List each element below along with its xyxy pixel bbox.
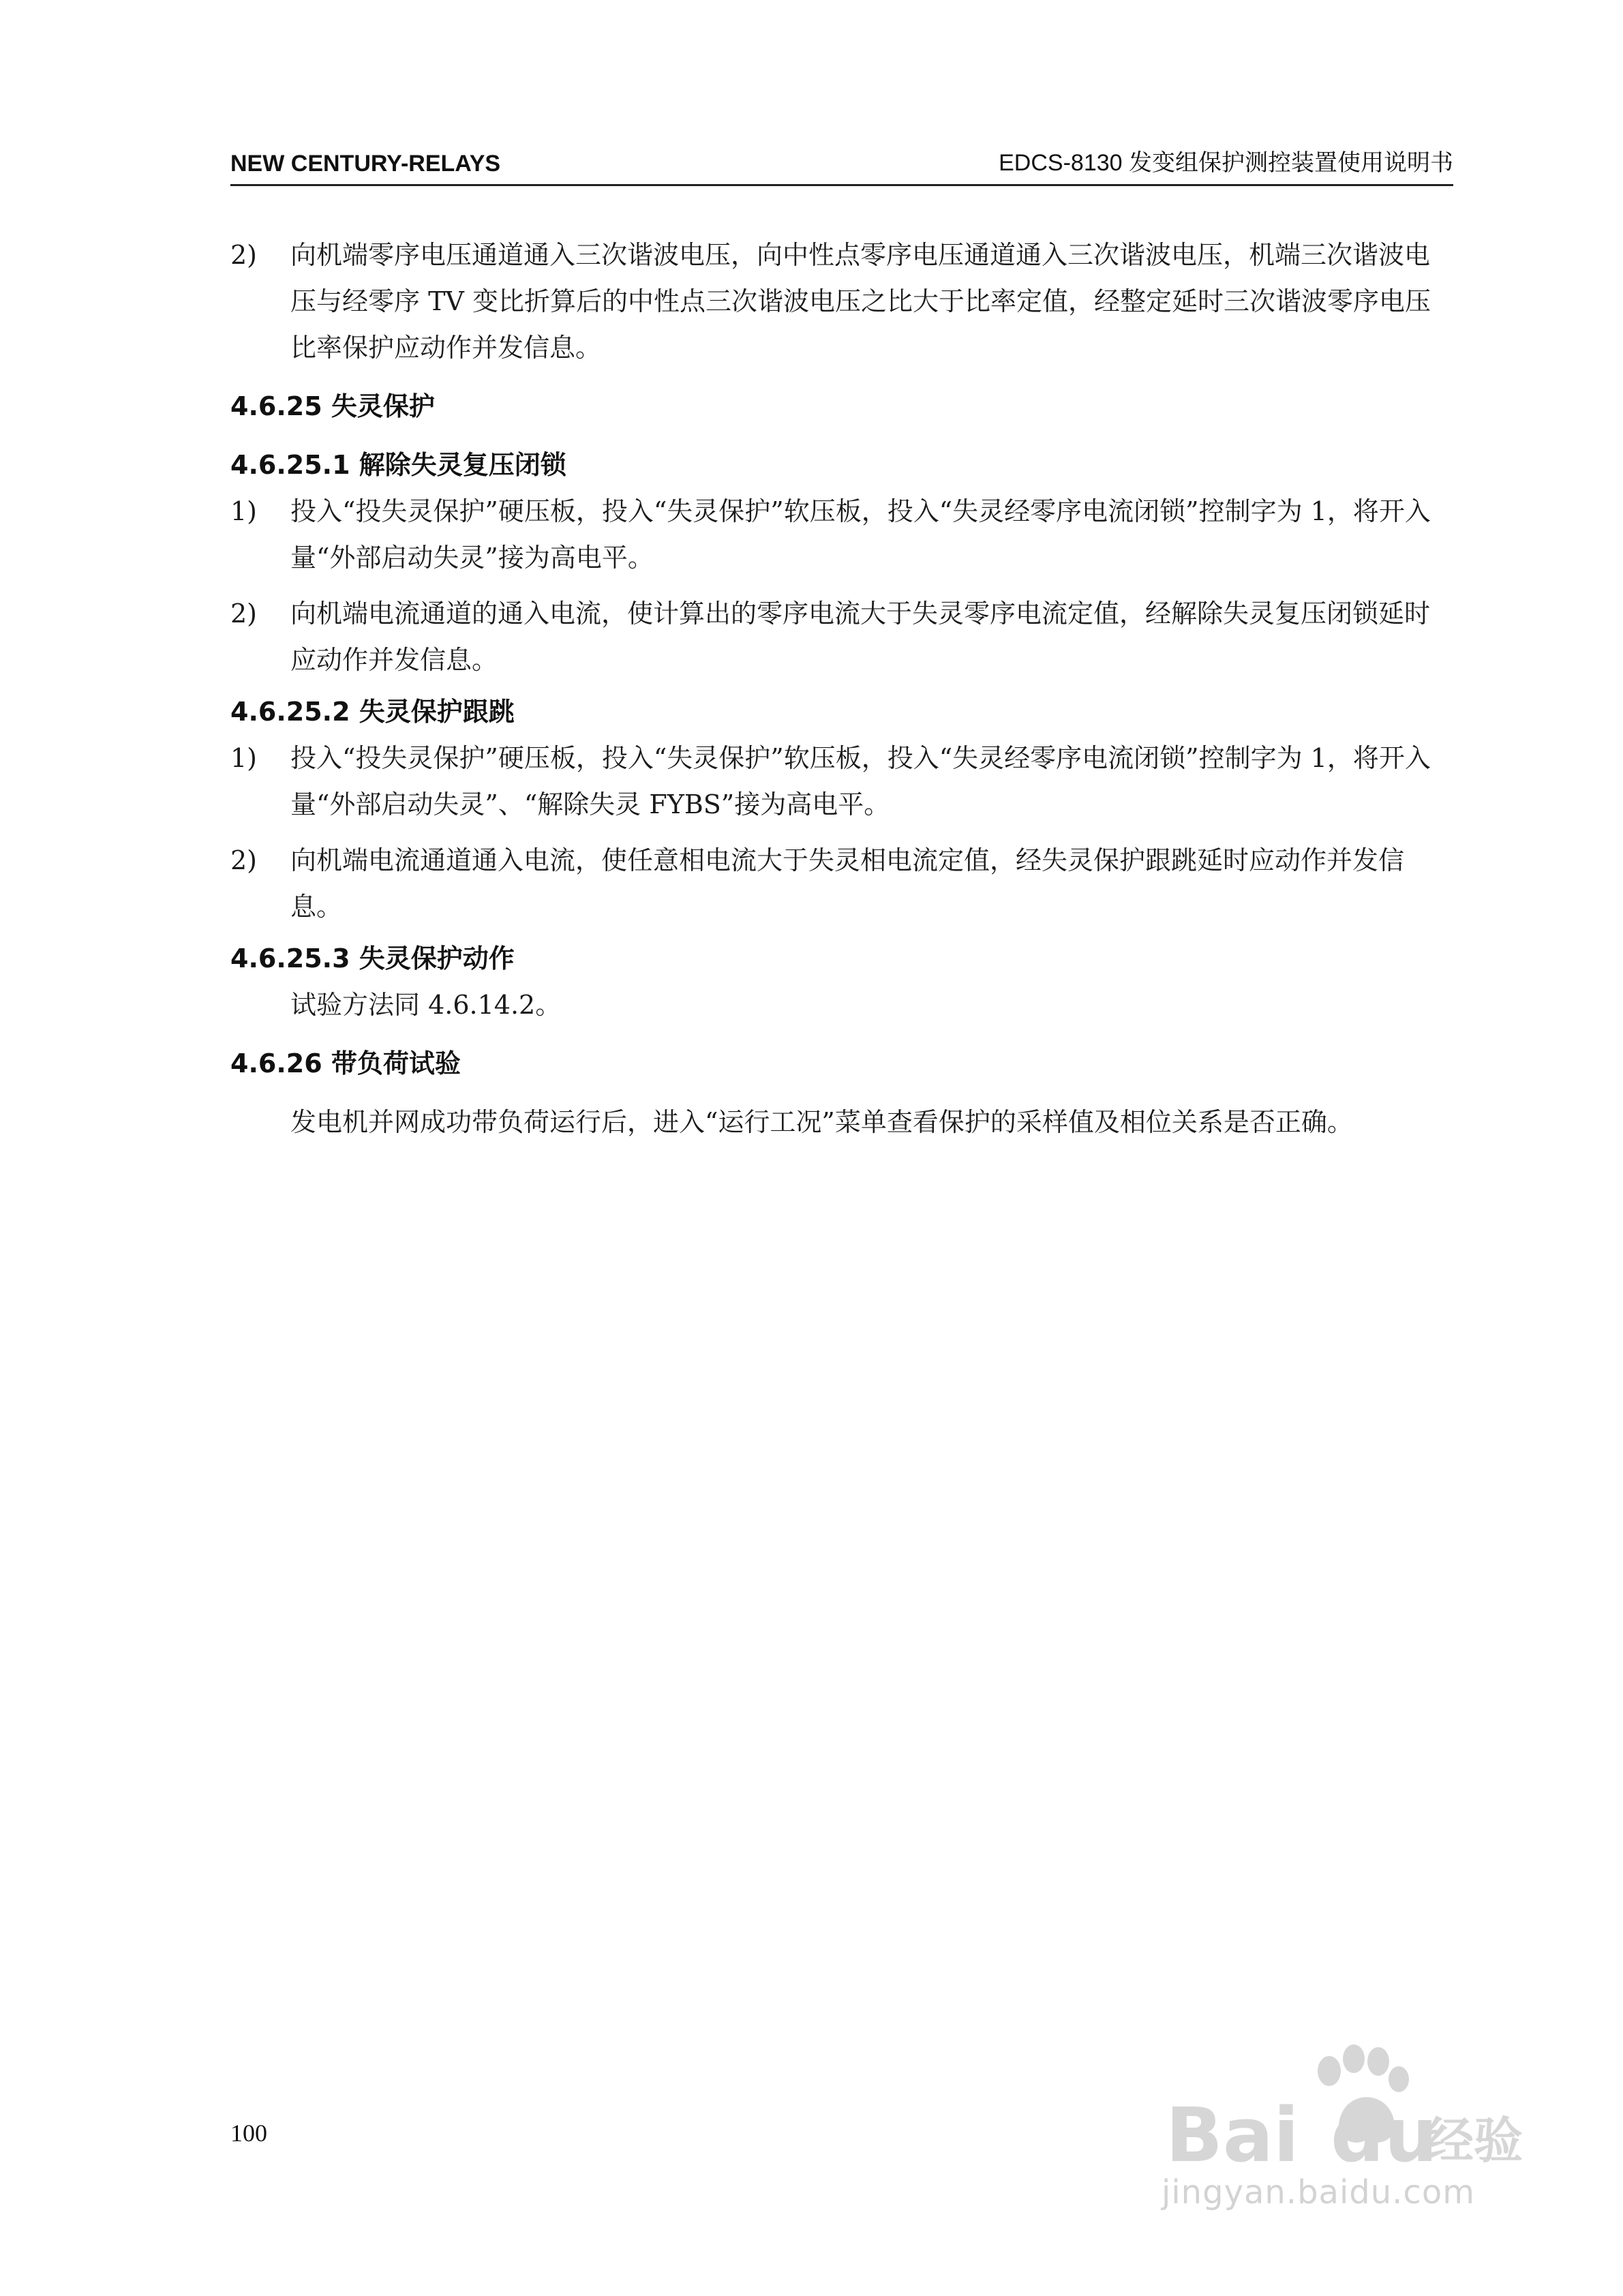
list-item-text: 投入“投失灵保护”硬压板，投入“失灵保护”软压板，投入“失灵经零序电流闭锁”控制字为 1，将开入量“外部启动失灵”接为高电平。 [290, 496, 1431, 573]
page-header [230, 143, 1453, 186]
list-item-text: 投入“投失灵保护”硬压板，投入“失灵保护”软压板，投入“失灵经零序电流闭锁”控制字为 1，将开入量“外部启动失灵”、“解除失灵 FYBS”接为高电平。 [290, 743, 1431, 819]
list-item [230, 488, 1453, 581]
list-item-number: 2) [230, 599, 258, 629]
paragraph: 发电机并网成功带负荷运行后，进入“运行工况”菜单查看保护的采样值及相位关系是否正确。 [290, 1107, 1353, 1137]
list-item-number: 2) [230, 240, 258, 270]
list-item-number: 1) [230, 496, 258, 526]
company-name: NEW CENTURY-RELAYS [230, 151, 501, 177]
list-item-number: 2) [230, 845, 258, 875]
list-item-text: 向机端电流通道通入电流，使任意相电流大于失灵相电流定值，经失灵保护跟跳延时应动作并发信息。 [290, 845, 1405, 922]
baidu-paw-icon [1152, 2031, 1534, 2175]
list-item [230, 735, 1453, 828]
section-heading-4-6-25: 4.6.25 失灵保护 [230, 391, 435, 421]
watermark-brand-tail: du [1331, 2091, 1438, 2175]
list-item-number: 1) [230, 743, 258, 773]
watermark-url: jingyan.baidu.com [1162, 2173, 1475, 2211]
list-item [230, 590, 1453, 683]
watermark-brand: Bai [1166, 2091, 1299, 2175]
page-number: 100 [230, 2119, 267, 2147]
baidu-jingyan-watermark [1152, 2031, 1534, 2236]
list-item-text: 向机端零序电压通道通入三次谐波电压，向中性点零序电压通道通入三次谐波电压，机端三次谐波电压与经零序 TV 变比折算后的中性点三次谐波电压之比大于比率定值，经整定延时三次谐波零序电压比率保护应动作并发信息。 [290, 240, 1431, 363]
section-heading-4-6-26: 4.6.26 带负荷试验 [230, 1048, 461, 1078]
manual-title: EDCS-8130 发变组保护测控装置使用说明书 [999, 150, 1453, 176]
list-item [230, 232, 1453, 371]
list-item-text: 向机端电流通道的通入电流，使计算出的零序电流大于失灵零序电流定值，经解除失灵复压闭锁延时应动作并发信息。 [290, 599, 1431, 675]
page-content [230, 232, 1453, 1145]
paragraph: 试验方法同 4.6.14.2。 [290, 990, 562, 1020]
list-item [230, 837, 1453, 930]
watermark-product: 经验 [1425, 2112, 1523, 2169]
subsection-heading-4-6-25-3: 4.6.25.3 失灵保护动作 [230, 943, 515, 973]
subsection-heading-4-6-25-2: 4.6.25.2 失灵保护跟跳 [230, 697, 515, 727]
subsection-heading-4-6-25-1: 4.6.25.1 解除失灵复压闭锁 [230, 450, 566, 480]
